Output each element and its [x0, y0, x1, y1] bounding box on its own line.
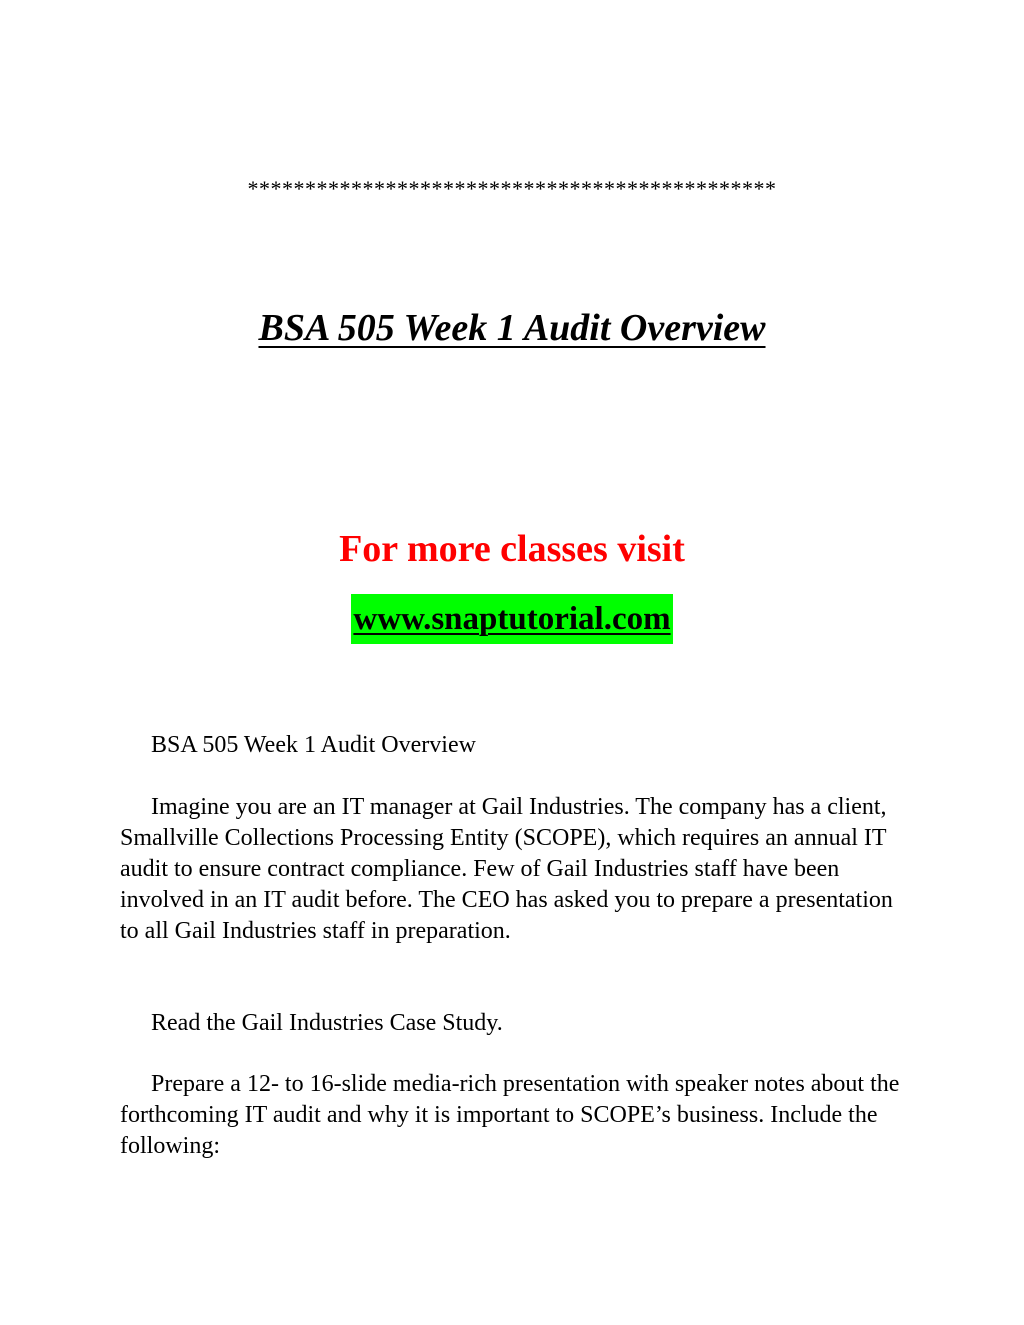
body-heading-block — [120, 730, 910, 761]
body-paragraph-2: Read the Gail Industries Case Study. — [151, 1010, 503, 1036]
body-paragraph-1: Imagine you are an IT manager at Gail Industries. The company has a client, Smallville Collections Processing Entity (SCOPE), which requires an annual IT audit to ensure contract compliance. Few of Gail Industries staff have been involved in an IT audit before. The CEO has asked you to prepare a presentation to all Gail Industries staff in preparation. — [120, 794, 893, 944]
body-paragraph-2-block — [120, 1008, 910, 1039]
promo-link[interactable]: www.snaptutorial.com — [351, 594, 672, 644]
body-paragraph-1-block — [120, 792, 910, 947]
body-heading: BSA 505 Week 1 Audit Overview — [151, 732, 476, 758]
document-title: BSA 505 Week 1 Audit Overview — [258, 307, 766, 349]
promo-link-wrapper — [0, 594, 1024, 644]
promo-text: For more classes visit — [339, 528, 685, 570]
body-paragraph-3: Prepare a 12- to 16-slide media-rich presentation with speaker notes about the forthcoming IT audit and why it is important to SCOPE’s business. Include the following: — [120, 1071, 900, 1159]
body-paragraph-3-block — [120, 1069, 910, 1162]
separator-line: ********************************************** — [247, 176, 777, 201]
